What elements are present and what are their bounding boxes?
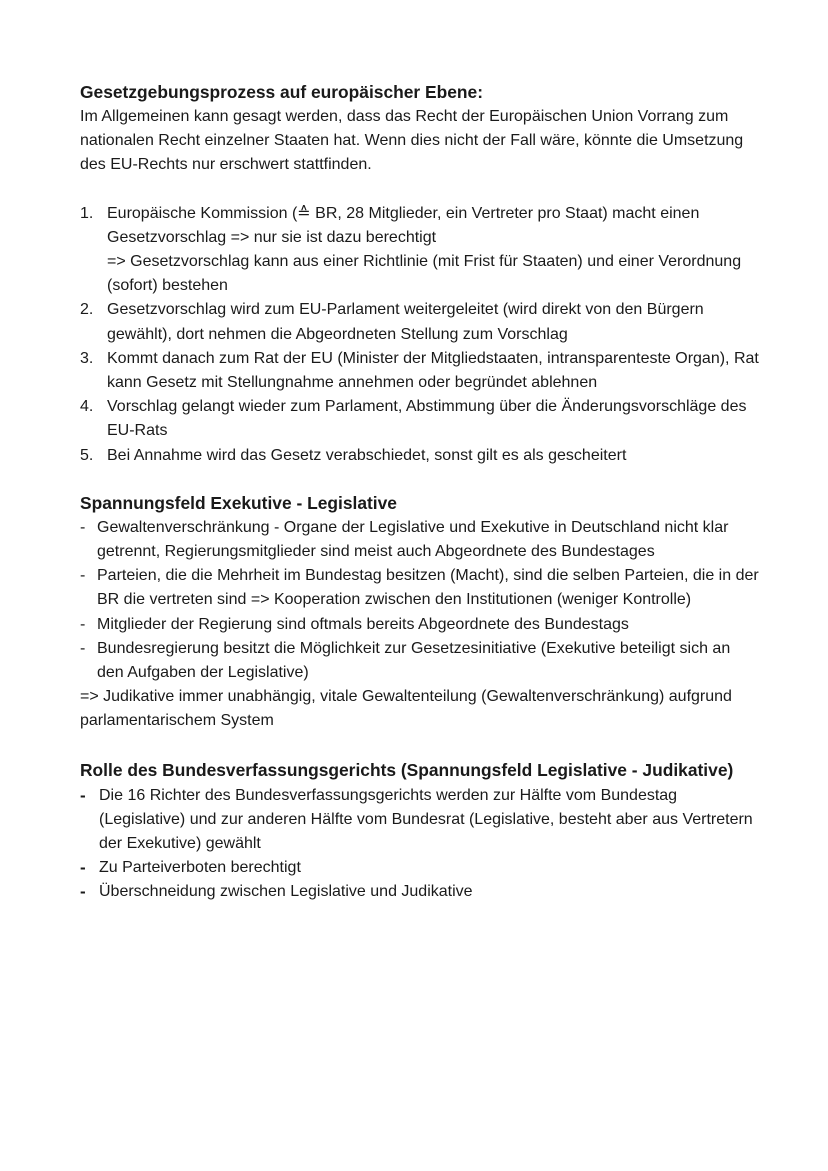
list-number: 3. xyxy=(80,349,94,367)
list-item-text: Gewaltenverschränkung - Organe der Legislative und Exekutive in Deutschland nicht klar getrennt, Regierungsmitglieder sind meist auch Abgeordnete des Bundestages xyxy=(97,518,729,561)
list-item xyxy=(80,856,760,880)
dash-bullet: - xyxy=(80,785,86,805)
list-number: 1. xyxy=(80,204,94,222)
list-number: 4. xyxy=(80,398,94,416)
list-item-text: Kommt danach zum Rat der EU (Minister der Mitgliedstaaten, intransparenteste Organ), Rat kann Gesetz mit Stellungnahme annehmen oder begründet ablehnen xyxy=(107,349,759,392)
list-item-text: Überschneidung zwischen Legislative und Judikative xyxy=(99,883,473,901)
section-executive-legislative xyxy=(80,491,760,734)
list-item xyxy=(80,202,760,299)
list-item xyxy=(80,347,760,395)
list-item-text: => Gesetzvorschlag kann aus einer Richtlinie (mit Frist für Staaten) und einer Verordnung (sofort) bestehen xyxy=(107,253,742,295)
list-item xyxy=(80,784,760,857)
intro-paragraph: Im Allgemeinen kann gesagt werden, dass das Recht der Europäischen Union Vorrang zum nationalen Recht einzelner Staaten hat. Wenn dies nicht der Fall wäre, könnte die Umsetzung des EU-Rechts nur erschwert stattfinden. xyxy=(80,108,744,174)
list-item xyxy=(80,613,760,637)
list-item xyxy=(80,444,760,468)
section-eu-legislation xyxy=(80,80,760,468)
dash-bullet: - xyxy=(80,639,86,657)
list-number: 5. xyxy=(80,446,94,464)
section-heading: Spannungsfeld Exekutive - Legislative xyxy=(80,492,397,513)
dash-bullet: - xyxy=(80,567,86,585)
list-item xyxy=(80,298,760,346)
list-item-text: Zu Parteiverboten berechtigt xyxy=(99,859,301,877)
dash-bullet: - xyxy=(80,615,86,633)
list-item xyxy=(80,564,760,612)
list-item-text: Bundesregierung besitzt die Möglichkeit zur Gesetzesinitiative (Exekutive beteiligt sich an den Aufgaben der Legislative) xyxy=(97,639,731,682)
list-item xyxy=(80,516,760,564)
list-item-text: Vorschlag gelangt wieder zum Parlament, Abstimmung über die Änderungsvorschläge des EU-Rats xyxy=(107,398,747,440)
dash-bullet: - xyxy=(80,518,86,536)
dash-bullet: - xyxy=(80,858,86,878)
list-item-text: Die 16 Richter des Bundesverfassungsgerichts werden zur Hälfte vom Bundestag (Legislative) und zur anderen Hälfte vom Bundesrat (Legislative, besteht aber aus Vertretern der Exekutive) gewählt xyxy=(99,786,753,853)
conclusion-paragraph: => Judikative immer unabhängig, vitale Gewaltenteilung (Gewaltenverschränkung) aufgrund parlamentarischem System xyxy=(80,688,732,730)
dash-list xyxy=(80,516,760,685)
list-item xyxy=(80,395,760,443)
section-heading: Gesetzgebungsprozess auf europäischer Ebene: xyxy=(80,82,483,102)
document-page xyxy=(80,80,760,905)
section-heading: Rolle des Bundesverfassungsgerichts (Spannungsfeld Legislative - Judikative) xyxy=(80,759,734,780)
list-item-text: Bei Annahme wird das Gesetz verabschiedet, sonst gilt es als gescheitert xyxy=(107,446,627,464)
numbered-list xyxy=(80,202,760,468)
section-constitutional-court xyxy=(80,756,760,905)
list-item-text: Europäische Kommission (≙ BR, 28 Mitglieder, ein Vertreter pro Staat) macht einen Gesetzvorschlag => nur sie ist dazu berechtigt xyxy=(107,204,700,246)
list-item-text: Mitglieder der Regierung sind oftmals bereits Abgeordnete des Bundestags xyxy=(97,615,629,633)
dash-bullet: - xyxy=(80,882,86,902)
list-item-text: Parteien, die die Mehrheit im Bundestag besitzen (Macht), sind die selben Parteien, die in der BR die vertreten sind => Kooperation zwischen den Institutionen (weniger Kontrolle) xyxy=(97,567,759,609)
list-item-text: Gesetzvorschlag wird zum EU-Parlament weitergeleitet (wird direkt von den Bürgern gewählt), dort nehmen die Abgeordneten Stellung zum Vorschlag xyxy=(107,301,704,343)
list-item xyxy=(80,637,760,685)
dash-list xyxy=(80,784,760,905)
list-number: 2. xyxy=(80,301,94,319)
list-item xyxy=(80,880,760,904)
